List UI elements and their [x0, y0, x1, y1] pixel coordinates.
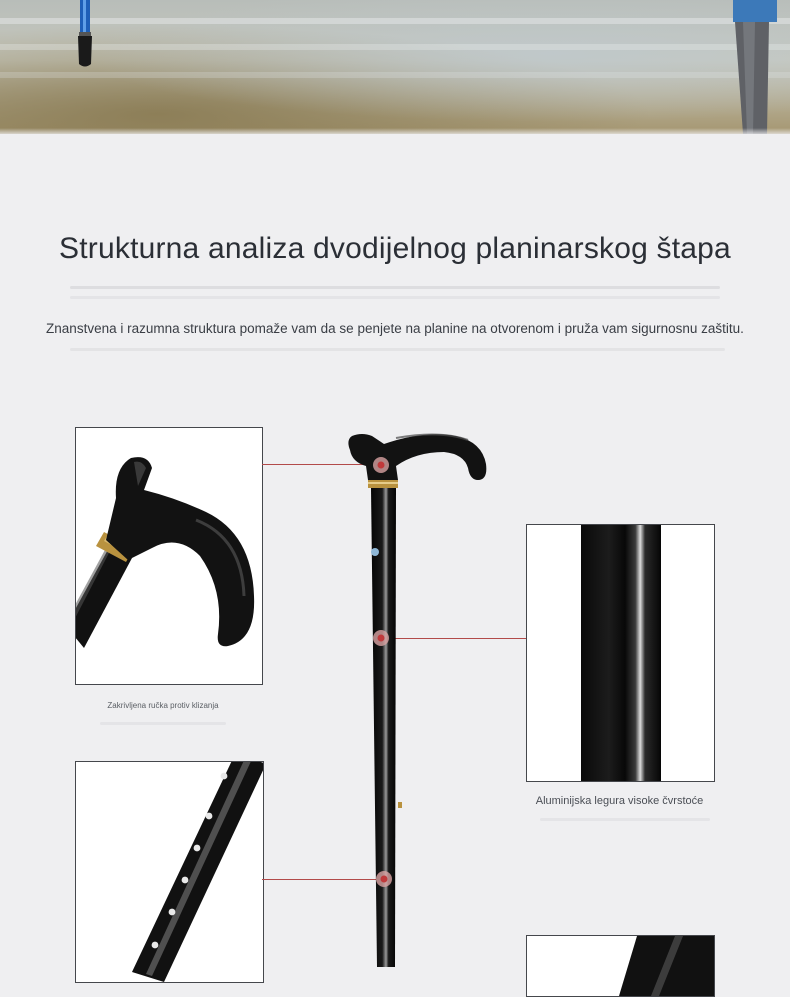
feature-caption-shaft: Aluminijska legura visoke čvrstoće [535, 795, 704, 807]
water-reflection [0, 18, 790, 24]
decorative-divider [100, 722, 226, 725]
page-subtitle: Znanstvena i razumna struktura pomaže vam da se penjete na planine na otvorenom i pruža vam sigurnosnu zaštitu. [46, 321, 744, 336]
tip-closeup-panel [526, 935, 715, 997]
decorative-divider [70, 348, 725, 351]
handle-closeup-panel [75, 427, 263, 685]
walking-stick-illustration [300, 420, 530, 967]
decorative-divider [70, 296, 720, 299]
water-reflection [0, 44, 790, 50]
hiker-legs-icon [725, 0, 790, 134]
page-title: Strukturna analiza dvodijelnog planinarskog štapa [59, 232, 731, 265]
decorative-divider [540, 818, 710, 821]
marker-dot [373, 630, 389, 646]
handle-closeup [76, 428, 262, 684]
tip-closeup [527, 936, 714, 996]
water-reflection [0, 72, 790, 78]
marker-dot [373, 457, 389, 473]
marker-dot [376, 871, 392, 887]
decorative-divider [70, 286, 720, 289]
hero-divider [0, 128, 790, 136]
holes-closeup [76, 762, 263, 982]
hero-photo [0, 0, 790, 134]
trekking-pole-tip-icon [74, 0, 96, 68]
shaft-closeup-panel [526, 524, 715, 782]
feature-caption-handle: Zakrivljena ručka protiv klizanja [107, 701, 219, 710]
holes-closeup-panel [75, 761, 264, 983]
shaft-closeup [527, 525, 714, 781]
